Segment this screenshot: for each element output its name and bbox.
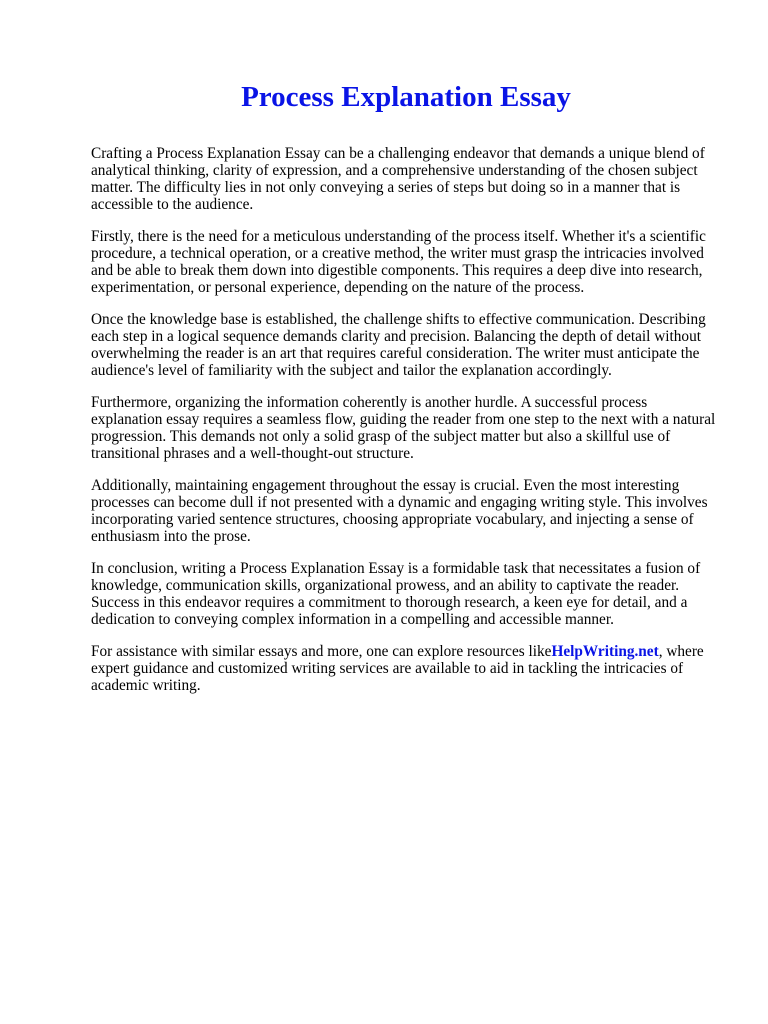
helpwriting-link[interactable]: HelpWriting.net [551, 643, 659, 660]
paragraph-1: Crafting a Process Explanation Essay can be a challenging endeavor that demands a unique blend of analytical thinking, clarity of expression, and a comprehensive understanding of the chosen subject matter. The difficulty lies in not only conveying a series of steps but doing so in a manner that is accessible to the audience. [91, 145, 705, 213]
paragraph-5: Additionally, maintaining engagement throughout the essay is crucial. Even the most interesting processes can become dull if not presented with a dynamic and engaging writing style. This involves incorporating varied sentence structures, choosing appropriate vocabulary, and injecting a sense of enthusiasm into the prose. [91, 477, 708, 545]
paragraph-7 [91, 643, 721, 694]
paragraph-6: In conclusion, writing a Process Explanation Essay is a formidable task that necessitates a fusion of knowledge, communication skills, organizational prowess, and an ability to captivate the reader. Success in this endeavor requires a commitment to thorough research, a keen eye for detail, and a dedication to conveying complex information in a compelling and accessible manner. [91, 560, 701, 628]
paragraph-7-lead: For assistance with similar essays and more, one can explore resources like [91, 643, 552, 660]
page-title: Process Explanation Essay [241, 81, 571, 113]
paragraph-3: Once the knowledge base is established, the challenge shifts to effective communication. Describing each step in a logical sequence demands clarity and precision. Balancing the depth of detail without overwhelming the reader is an art that requires careful consideration. The writer must anticipate the audience's level of familiarity with the subject and tailor the explanation accordingly. [91, 311, 706, 379]
essay-body [91, 145, 721, 709]
paragraph-4: Furthermore, organizing the information coherently is another hurdle. A successful process explanation essay requires a seamless flow, guiding the reader from one step to the next with a natural progression. This demands not only a solid grasp of the subject matter but also a skillful use of transitional phrases and a well-thought-out structure. [91, 394, 716, 462]
paragraph-2: Firstly, there is the need for a meticulous understanding of the process itself. Whether it's a scientific procedure, a technical operation, or a creative method, the writer must grasp the intricacies involved and be able to break them down into digestible components. This requires a deep dive into research, experimentation, or personal experience, depending on the nature of the process. [91, 228, 706, 296]
paragraph-7-tail: , where expert guidance and customized writing services are available to aid in tackling the intricacies of academic writing. [91, 643, 704, 694]
